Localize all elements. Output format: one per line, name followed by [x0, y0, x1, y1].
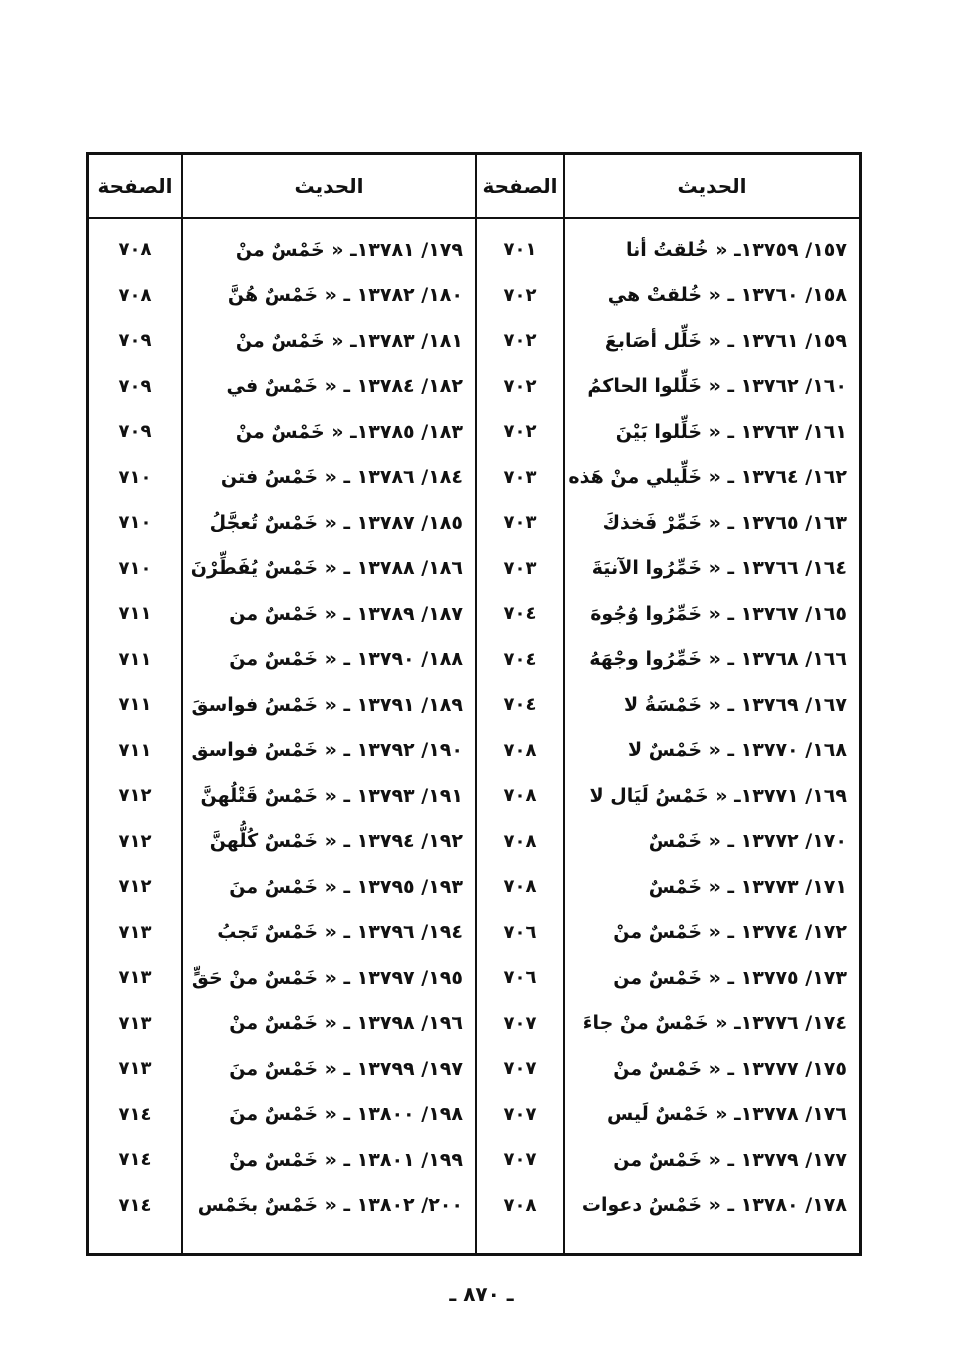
page-ref: ٧١٣ — [118, 967, 152, 989]
page-ref: ٧١١ — [118, 603, 152, 625]
hadith-entry: ١٦٠/ ١٣٧٦٢ ـ « خَلِّلوا الحاكمُ — [587, 375, 847, 398]
hadith-list-right — [565, 219, 859, 1253]
hadith-entry: ١٩٨/ ١٣٨٠٠ ـ « خَمْسٌ منَ — [229, 1103, 463, 1126]
page-ref: ٧٠٨ — [503, 785, 537, 807]
hadith-list-left — [183, 219, 475, 1253]
page-ref: ٧٠٨ — [503, 876, 537, 898]
page-ref: ٧١١ — [118, 739, 152, 761]
hadith-entry: ١٨٣/ ١٣٧٨٥ـ « خَمْسٌ منْ — [235, 420, 463, 443]
hadith-entry: ١٩٥/ ١٣٧٩٧ ـ « خَمْسٌ منْ حَقٍّ — [191, 966, 463, 989]
hadith-entry: ١٩٤/ ١٣٧٩٦ ـ « خَمْسٌ تَجبُ — [217, 921, 463, 944]
page-ref: ٧٠٤ — [503, 648, 537, 670]
hadith-entry: ١٦٢/ ١٣٧٦٤ ـ « خَلِّيلي منْ هَذه — [568, 466, 847, 489]
hadith-entry: ١٦١/ ١٣٧٦٣ ـ « خَلِّلوا بَيْنَ — [615, 420, 847, 443]
hadith-entry: ١٨٩/ ١٣٧٩١ ـ « خَمْسُ فواسقَ — [191, 693, 463, 716]
hadith-entry: ١٧٨/ ١٣٧٨٠ ـ « خَمْسُ دعوات — [581, 1194, 847, 1217]
page-list-right — [477, 219, 563, 1253]
hadith-entry: ١٨٤/ ١٣٧٨٦ ـ « خَمْسُ فتن — [220, 466, 463, 489]
page-column-header: الصفحة — [89, 155, 181, 219]
page-ref: ٧٠٧ — [503, 1103, 537, 1125]
hadith-entry: ١٨٧/ ١٣٧٨٩ ـ « خَمْسٌ من — [229, 602, 463, 625]
hadith-column-right — [563, 155, 859, 1253]
hadith-entry: ١٩٩/ ١٣٨٠١ ـ « خَمْسٌ منْ — [229, 1148, 463, 1171]
hadith-entry: ١٩١/ ١٣٧٩٣ ـ « خَمْسٌ قَتْلُهنَّ — [200, 784, 463, 807]
hadith-entry: ١٩٠/ ١٣٧٩٢ ـ « خَمْسُ فواسق — [191, 739, 463, 762]
page-column-right — [475, 155, 563, 1253]
hadith-entry: ٢٠٠/ ١٣٨٠٢ ـ « خَمْسٌ بخَمْس — [197, 1194, 463, 1217]
page-ref: ٧٠٧ — [503, 1058, 537, 1080]
page-ref: ٧٠٨ — [503, 1194, 537, 1216]
page-ref: ٧٠٤ — [503, 694, 537, 716]
hadith-column-left — [181, 155, 475, 1253]
hadith-entry: ١٨٢/ ١٣٧٨٤ ـ « خَمْسٌ في — [226, 375, 463, 398]
hadith-entry: ١٩٧/ ١٣٧٩٩ ـ « خَمْسٌ منَ — [229, 1057, 463, 1080]
page-ref: ٧١٢ — [118, 876, 152, 898]
page-number: ـ ٨٧٠ ـ — [449, 1282, 514, 1306]
page-ref: ٧٠٣ — [503, 512, 537, 534]
hadith-entry: ١٧٥/ ١٣٧٧٧ ـ « خَمْسٌ منْ — [613, 1057, 847, 1080]
page-list-left — [89, 219, 181, 1253]
page-ref: ٧١٠ — [118, 557, 152, 579]
page-ref: ٧١٣ — [118, 1012, 152, 1034]
hadith-entry: ١٨٠/ ١٣٧٨٢ ـ « خَمْسٌ هُنَّ — [227, 284, 463, 307]
hadith-entry: ١٩٢/ ١٣٧٩٤ ـ « خَمْسٌ كُلُّهنَّ — [209, 830, 463, 853]
hadith-entry: ١٩٣/ ١٣٧٩٥ ـ « خَمْسُ منَ — [229, 875, 463, 898]
hadith-index-table — [86, 152, 862, 1256]
hadith-entry: ١٦٩/ ١٣٧٧١ـ « خَمْسُ لَيَال لا — [589, 784, 847, 807]
hadith-entry: ١٧٣/ ١٣٧٧٥ ـ « خَمْسٌ من — [613, 966, 847, 989]
page-column-header: الصفحة — [477, 155, 563, 219]
page-ref: ٧٠٧ — [503, 1149, 537, 1171]
page-ref: ٧٠٩ — [118, 421, 152, 443]
page-column-left — [89, 155, 181, 1253]
hadith-entry: ١٥٨/ ١٣٧٦٠ ـ « خُلقتْ هي — [607, 284, 847, 307]
hadith-entry: ١٧١/ ١٣٧٧٣ ـ « خَمْسٌ — [648, 875, 847, 898]
page-ref: ٧٠٩ — [118, 375, 152, 397]
page-ref: ٧١١ — [118, 694, 152, 716]
hadith-entry: ١٨١/ ١٣٧٨٣ـ « خَمْسٌ منْ — [235, 329, 463, 352]
hadith-entry: ١٧٢/ ١٣٧٧٤ ـ « خَمْسٌ منْ — [613, 921, 847, 944]
hadith-entry: ١٨٨/ ١٣٧٩٠ ـ « خَمْسٌ منَ — [229, 648, 463, 671]
hadith-entry: ١٨٦/ ١٣٧٨٨ ـ « خَمْسٌ يُفَطِّرْنَ — [190, 557, 463, 580]
hadith-entry: ١٨٥/ ١٣٧٨٧ ـ « خَمْسٌ تُعجَّلُ — [209, 511, 463, 534]
page-ref: ٧٠٢ — [503, 375, 537, 397]
page-ref: ٧٠٨ — [118, 239, 152, 261]
page-ref: ٧٠٨ — [503, 739, 537, 761]
hadith-entry: ١٧٧/ ١٣٧٧٩ ـ « خَمْسٌ من — [613, 1148, 847, 1171]
page-ref: ٧٠٦ — [503, 921, 537, 943]
hadith-entry: ١٧٦/ ١٣٧٧٨ـ « خَمْسٌ لَيس — [607, 1103, 847, 1126]
hadith-entry: ١٧٤/ ١٣٧٧٦ـ « خَمْسٌ منْ جاءَ — [582, 1012, 847, 1035]
page-ref: ٧٠٧ — [503, 1012, 537, 1034]
page-ref: ٧١٠ — [118, 512, 152, 534]
hadith-entry: ١٩٦/ ١٣٧٩٨ ـ « خَمْسٌ منْ — [229, 1012, 463, 1035]
page-ref: ٧١٤ — [118, 1103, 152, 1125]
hadith-column-header: الحديث — [565, 155, 859, 219]
page-ref: ٧٠٨ — [118, 284, 152, 306]
page-ref: ٧٠٨ — [503, 830, 537, 852]
page-ref: ٧٠٢ — [503, 421, 537, 443]
hadith-entry: ١٦٥/ ١٣٧٦٧ ـ « خَمِّرُوا وُجُوهَ — [590, 602, 847, 625]
hadith-entry: ١٧٠/ ١٣٧٧٢ ـ « خَمْسٌ — [648, 830, 847, 853]
page-ref: ٧١٣ — [118, 1058, 152, 1080]
page-ref: ٧٠٣ — [503, 466, 537, 488]
page-ref: ٧١٤ — [118, 1149, 152, 1171]
hadith-entry: ١٥٧/ ١٣٧٥٩ـ « خُلقتُ أنا — [626, 238, 847, 261]
hadith-entry: ١٦٨/ ١٣٧٧٠ ـ « خَمْسٌ لا — [627, 739, 847, 762]
page-ref: ٧١٠ — [118, 466, 152, 488]
page-ref: ٧٠٩ — [118, 330, 152, 352]
page-ref: ٧٠٦ — [503, 967, 537, 989]
page-ref: ٧١٤ — [118, 1194, 152, 1216]
hadith-entry: ١٦٤/ ١٣٧٦٦ ـ « خَمِّرُوا الآنيَةَ — [591, 557, 847, 580]
hadith-entry: ١٦٣/ ١٣٧٦٥ ـ « خَمِّرْ فَخذكَ — [602, 511, 847, 534]
hadith-entry: ١٦٧/ ١٣٧٦٩ ـ « خَمْسَةُ لا — [623, 693, 847, 716]
page-ref: ٧١٢ — [118, 785, 152, 807]
hadith-entry: ١٥٩/ ١٣٧٦١ ـ « خَلِّل أصَابعَ — [604, 329, 847, 352]
page-ref: ٧١٣ — [118, 921, 152, 943]
hadith-entry: ١٦٦/ ١٣٧٦٨ ـ « خَمِّرُوا وجْهَهُ — [589, 648, 847, 671]
hadith-column-header: الحديث — [183, 155, 475, 219]
page-ref: ٧٠٣ — [503, 557, 537, 579]
hadith-entry: ١٧٩/ ١٣٧٨١ـ « خَمْسٌ منْ — [235, 238, 463, 261]
page-ref: ٧١٢ — [118, 830, 152, 852]
page-ref: ٧٠٢ — [503, 330, 537, 352]
page-ref: ٧٠١ — [503, 239, 537, 261]
page-ref: ٧١١ — [118, 648, 152, 670]
page-ref: ٧٠٢ — [503, 284, 537, 306]
page-ref: ٧٠٤ — [503, 603, 537, 625]
